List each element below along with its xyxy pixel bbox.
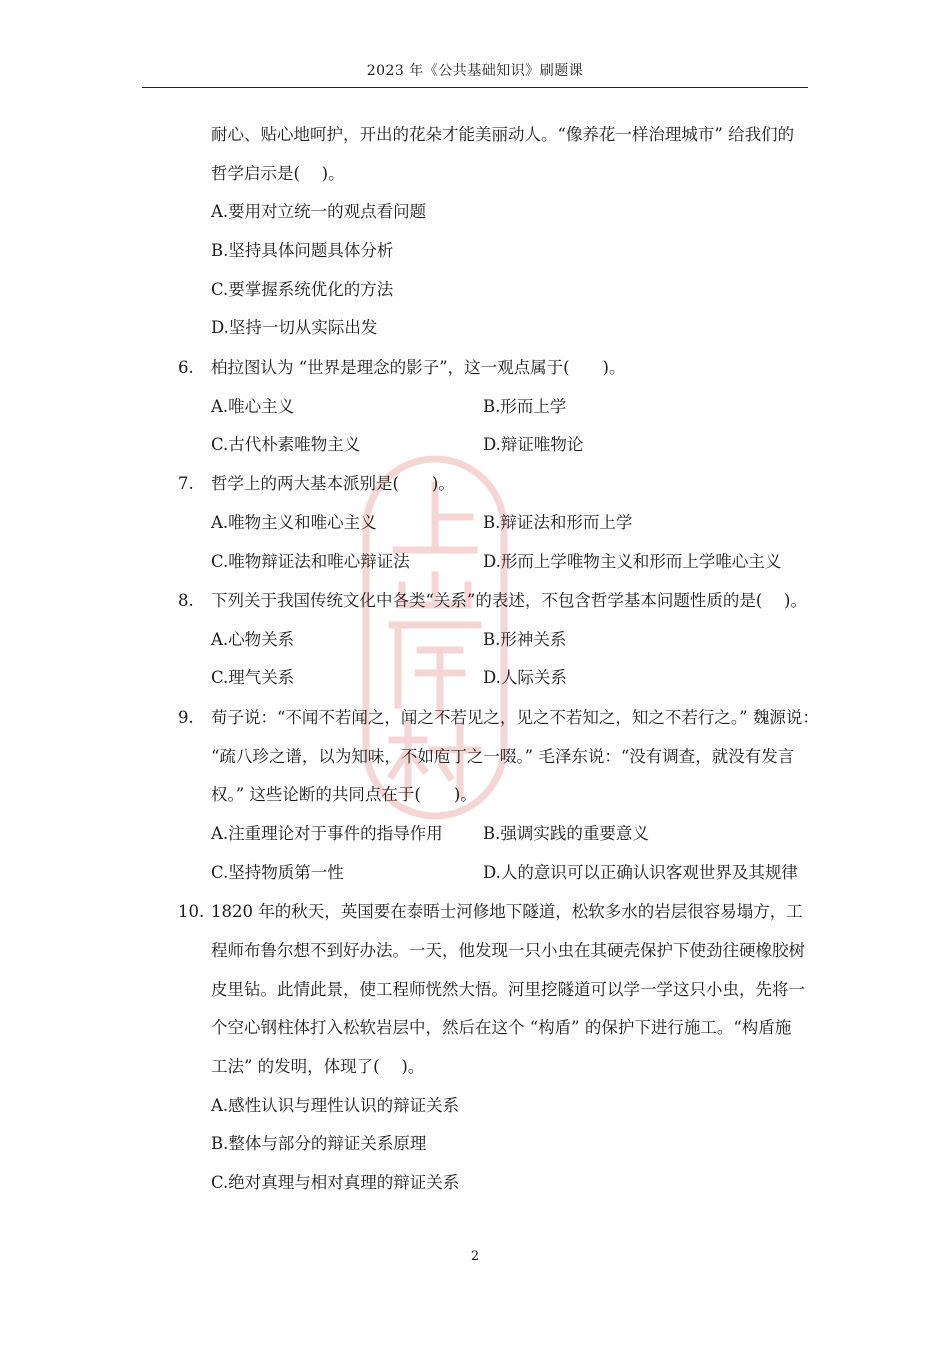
q9-option-a: A.注重理论对于事件的指导作用 xyxy=(211,824,443,843)
q10-option-b: B.整体与部分的辩证关系原理 xyxy=(211,1134,427,1153)
q9-option-c: C.坚持物质第一性 xyxy=(211,863,344,882)
q5-option-d: D.坚持一切从实际出发 xyxy=(211,318,378,337)
q6-option-a: A.唯心主义 xyxy=(211,397,295,416)
q8-option-d: D.人际关系 xyxy=(483,668,567,687)
q8-option-a: A.心物关系 xyxy=(211,630,295,649)
q7-option-c: C.唯物辩证法和唯心辩证法 xyxy=(211,552,410,571)
header-divider xyxy=(142,87,808,88)
q10-option-a: A.感性认识与理性认识的辩证关系 xyxy=(211,1096,460,1115)
q10-stem-line-2: 程师布鲁尔想不到好办法。一天，他发现一只小虫在其硬壳保护下使劲往硬橡胶树 xyxy=(211,941,805,960)
q10-option-c: C.绝对真理与相对真理的辩证关系 xyxy=(211,1173,460,1192)
q7-option-b: B.辩证法和形而上学 xyxy=(483,513,633,532)
q9-option-b: B.强调实践的重要意义 xyxy=(483,824,649,843)
q5-option-b: B.坚持具体问题具体分析 xyxy=(211,241,394,260)
q6-stem: 柏拉图认为 “世界是理念的影子”，这一观点属于( )。 xyxy=(211,358,626,377)
q9-option-d: D.人的意识可以正确认识客观世界及其规律 xyxy=(483,863,798,882)
q10-stem-line-5: 工法” 的发明，体现了( )。 xyxy=(211,1057,425,1076)
q9-stem-line-2: “疏八珍之谱，以为知味，不如庖丁之一啜。” 毛泽东说：“没有调查，就没有发言 xyxy=(211,747,795,766)
q10-stem-line-3: 皮里钻。此情此景，使工程师恍然大悟。河里挖隧道可以学一学这只小虫，先将一 xyxy=(211,980,805,999)
q8-number: 8. xyxy=(178,591,194,610)
page-header-title: 2023 年《公共基础知识》刷题课 xyxy=(366,63,584,79)
q7-option-a: A.唯物主义和唯心主义 xyxy=(211,513,377,532)
q6-number: 6. xyxy=(178,358,194,377)
page-number: 2 xyxy=(470,1249,480,1264)
q9-stem-line-3: 权。” 这些论断的共同点在于( )。 xyxy=(211,785,477,804)
q6-option-b: B.形而上学 xyxy=(483,397,567,416)
q9-number: 9. xyxy=(178,708,194,727)
q10-stem-line-4: 个空心钢柱体打入松软岩层中，然后在这个 “构盾” 的保护下进行施工。“构盾施 xyxy=(211,1018,792,1037)
q8-option-c: C.理气关系 xyxy=(211,668,295,687)
q5-stem-line-2: 哲学启示是( )。 xyxy=(211,164,345,183)
q7-option-d: D.形而上学唯物主义和形而上学唯心主义 xyxy=(483,552,782,571)
q6-option-c: C.古代朴素唯物主义 xyxy=(211,435,361,454)
q7-stem: 哲学上的两大基本派别是( )。 xyxy=(211,474,455,493)
q10-number: 10. xyxy=(178,902,205,921)
q6-option-d: D.辩证唯物论 xyxy=(483,435,584,454)
q5-option-c: C.要掌握系统优化的方法 xyxy=(211,280,394,299)
q7-number: 7. xyxy=(178,474,194,493)
q5-option-a: A.要用对立统一的观点看问题 xyxy=(211,202,427,221)
q10-stem-line-1: 1820 年的秋天，英国要在泰晤士河修地下隧道，松软多水的岩层很容易塌方，工 xyxy=(211,902,803,921)
q5-stem-line-1: 耐心、贴心地呵护，开出的花朵才能美丽动人。“像养花一样治理城市” 给我们的 xyxy=(211,125,795,144)
q9-stem-line-1: 荀子说：“不闻不若闻之，闻之不若见之，见之不若知之，知之不若行之。” 魏源说： xyxy=(211,708,819,727)
q8-stem: 下列关于我国传统文化中各类“关系”的表述，不包含哲学基本问题性质的是( )。 xyxy=(211,591,807,610)
q8-option-b: B.形神关系 xyxy=(483,630,567,649)
